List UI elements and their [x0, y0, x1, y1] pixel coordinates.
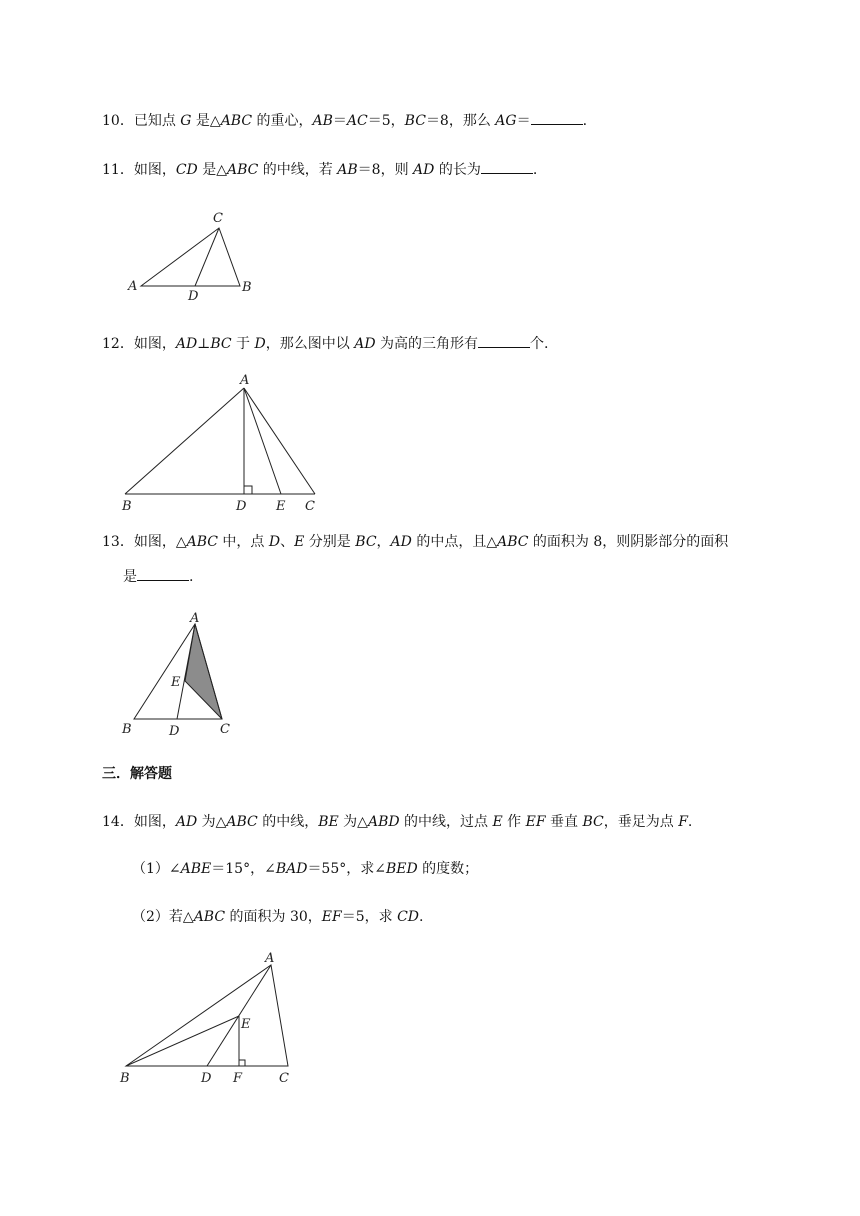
figure-12-labels	[121, 373, 315, 514]
label-a: A	[190, 611, 200, 626]
label-a: A	[240, 373, 250, 388]
figure-14	[126, 965, 288, 1066]
label-d: D	[236, 499, 247, 514]
figure-13-labels	[121, 611, 230, 739]
right-angle-mark	[244, 486, 252, 494]
segment-ab	[125, 388, 244, 494]
segment-ae	[244, 388, 281, 494]
label-c: C	[213, 211, 223, 226]
triangle-abc	[126, 965, 288, 1066]
label-b: B	[120, 1071, 130, 1086]
question-13: 13．如图，△ABC 中，点 D、E 分别是 BC，AD 的中点，且△ABC 的面积为 8，则阴影部分的面积	[102, 534, 729, 550]
figure-11	[141, 228, 240, 286]
question-10: 10．已知点 G 是△ABC 的重心，AB＝AC＝5，BC＝8，那么 AG＝ .	[102, 110, 587, 131]
shaded-region	[185, 624, 222, 719]
label-f: F	[233, 1071, 243, 1086]
label-b: B	[122, 722, 132, 737]
label-c: C	[279, 1071, 289, 1086]
figure-13	[134, 624, 222, 719]
label-b: B	[122, 499, 132, 514]
label-a: A	[265, 951, 275, 966]
question-14-part-2: （2）若△ABC 的面积为 30，EF＝5，求 CD.	[132, 909, 424, 925]
median-be	[126, 1016, 239, 1066]
label-c: C	[220, 722, 230, 737]
section-heading: 三．解答题	[102, 766, 172, 782]
label-a: A	[128, 279, 138, 294]
question-12: 12．如图，AD⊥BC 于 D，那么图中以 AD 为高的三角形有 个.	[102, 333, 548, 354]
label-d: D	[188, 289, 199, 304]
figure-11-labels	[127, 211, 252, 304]
label-e: E	[171, 675, 181, 690]
label-b: B	[242, 280, 252, 295]
segment-ac	[244, 388, 315, 494]
triangle-abc	[141, 228, 240, 286]
label-c: C	[305, 499, 315, 514]
right-angle-mark	[239, 1060, 245, 1066]
question-11: 11．如图，CD 是△ABC 的中线，若 AB＝8，则 AD 的长为 .	[102, 159, 537, 180]
label-e: E	[241, 1017, 251, 1032]
figure-12	[125, 388, 315, 494]
question-13-line-2: 是 .	[123, 566, 193, 587]
label-d: D	[201, 1071, 212, 1086]
label-d: D	[169, 724, 180, 739]
label-e: E	[276, 499, 286, 514]
question-14: 14．如图，AD 为△ABC 的中线，BE 为△ABD 的中线，过点 E 作 EF 垂直 BC，垂足为点 F.	[102, 814, 693, 830]
question-14-part-1: （1）∠ABE＝15°，∠BAD＝55°，求∠BED 的度数；	[132, 861, 479, 877]
